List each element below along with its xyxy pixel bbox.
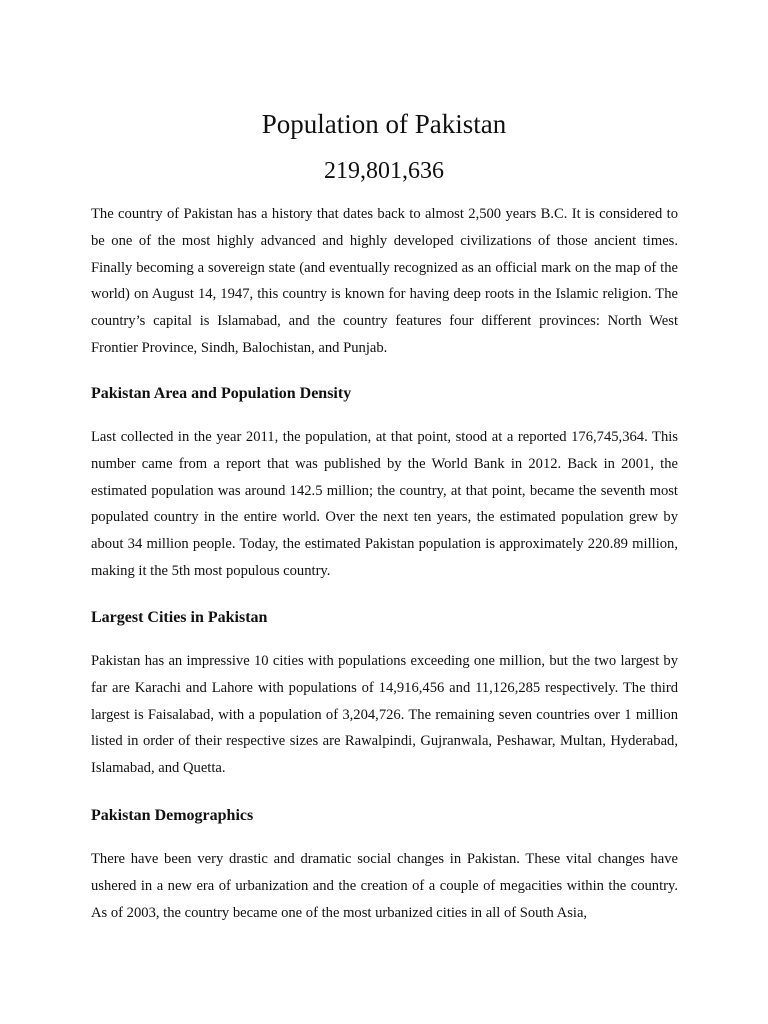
page-title: Population of Pakistan [261, 109, 507, 139]
section-heading-area-density: Pakistan Area and Population Density [91, 385, 352, 402]
section-heading-demographics: Pakistan Demographics [91, 807, 254, 824]
intro-paragraph: The country of Pakistan has a history that dates back to almost 2,500 years B.C. It is considered to be one of the most highly advanced and highly developed civilizations of those ancient times. Finally becoming a sovereign state (and eventually recognized as an official mark on the map of the world) on August 14, 1947, this country is known for having deep roots in the Islamic religion. The country’s capital is Islamabad, and the country features four different provinces: North West Frontier Province, Sindh, Balochistan, and Punjab. [91, 206, 678, 356]
section-body-largest-cities: Pakistan has an impressive 10 cities with populations exceeding one million, but the two largest by far are Karachi and Lahore with populations of 14,916,456 and 11,126,285 respectively. The third largest is Faisalabad, with a population of 3,204,726. The remaining seven countries over 1 million listed in order of their respective sizes are Rawalpindi, Gujranwala, Peshawar, Multan, Hyderabad, Islamabad, and Quetta. [91, 653, 678, 777]
section-body-area-density: Last collected in the year 2011, the population, at that point, stood at a reported 176,745,364. This number came from a report that was published by the World Bank in 2012. Back in 2001, the estimated population was around 142.5 million; the country, at that point, became the seventh most populated country in the entire world. Over the next ten years, the estimated population grew by about 34 million people. Today, the estimated Pakistan population is approximately 220.89 million, making it the 5th most populous country. [91, 429, 678, 579]
section-body-demographics: There have been very drastic and dramatic social changes in Pakistan. These vital changes have ushered in a new era of urbanization and the creation of a couple of megacities within the country. As of 2003, the country became one of the most urbanized cities in all of South Asia, [91, 851, 678, 921]
section-heading-largest-cities: Largest Cities in Pakistan [91, 609, 268, 626]
population-figure: 219,801,636 [324, 158, 444, 184]
